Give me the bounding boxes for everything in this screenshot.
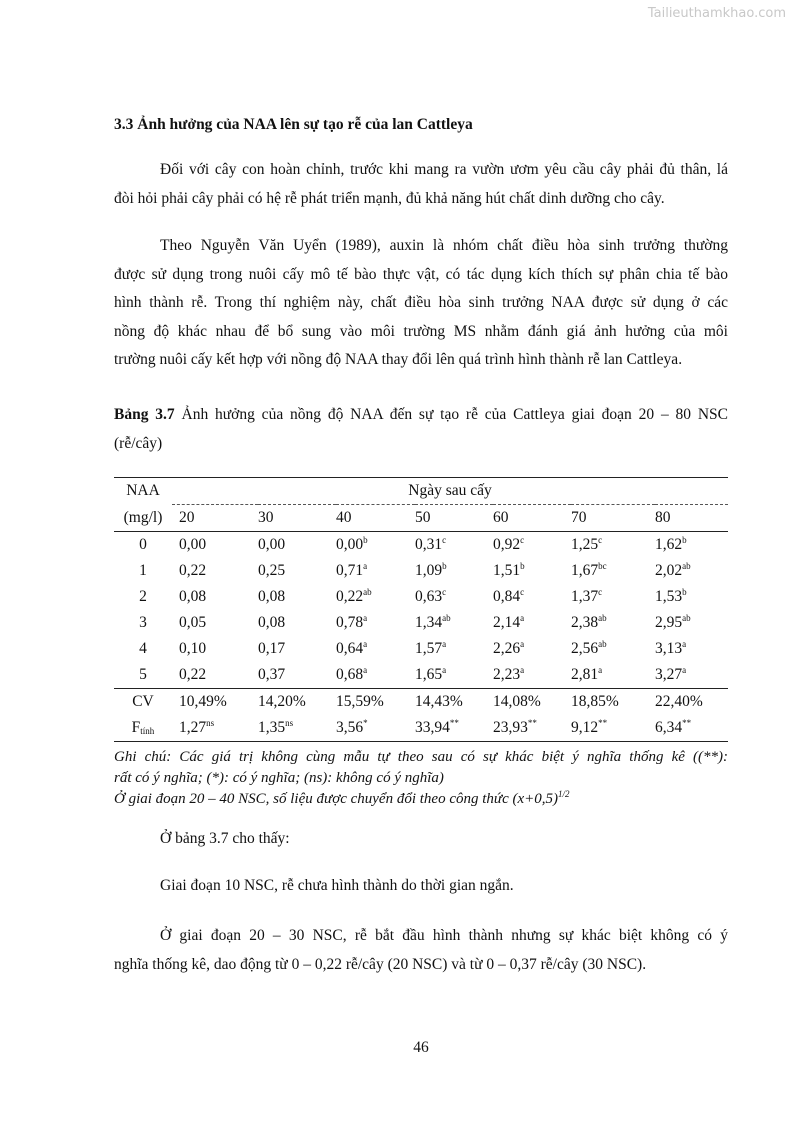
significance-letter: c: [598, 587, 603, 597]
naa-value: 3: [139, 614, 147, 631]
note-line: Ở giai đoạn 20 – 40 NSC, số liệu được chuyển đổi theo công thức $(x+0,5)^{1/2}$: [114, 789, 570, 807]
paragraph-4: Giai đoạn 10 NSC, rễ chưa hình thành do thời gian ngắn.: [160, 877, 514, 894]
cv-label: CV: [114, 689, 172, 716]
naa-value: 4: [139, 640, 147, 657]
significance-letter: b: [520, 561, 525, 571]
note-line: Ghi chú: Các giá trị không cùng mẫu tự theo sau có sự khác biệt ý nghĩa thống kê ((**):: [114, 749, 728, 765]
f-cell: 6,34**: [655, 715, 728, 742]
table-header-row: [114, 478, 728, 505]
paragraph-line: hình thành rễ. Trong thí nghiệm này, chất điều hòa sinh trưởng NAA được sử dụng ở các: [114, 294, 728, 312]
table-cell: 2,26$^a$: [493, 639, 525, 657]
significance-letter: ab: [442, 613, 451, 623]
table-cell: 0,78$^a$: [336, 613, 368, 631]
significance-letter: ab: [598, 639, 607, 649]
table-cell: 0,17: [258, 640, 286, 657]
table-cell: 0,00: [179, 536, 207, 553]
significance-letter: c: [442, 535, 447, 545]
cv-cell: 15,59%: [336, 689, 415, 716]
table-header-row: [114, 505, 728, 532]
significance-letter: ab: [682, 613, 691, 623]
cv-cell: 22,40%: [655, 689, 728, 716]
day-header: 40: [336, 505, 415, 532]
day-header: 80: [655, 505, 728, 532]
significance-letter: a: [520, 665, 525, 675]
paragraph-line: Ở giai đoạn 20 – 30 NSC, rễ bắt đầu hình thành nhưng sự khác biệt không có ý: [160, 927, 728, 944]
paragraph-line: nồng độ khác nhau để bổ sung vào môi trường MS nhằm đánh giá ảnh hưởng của môi: [114, 322, 728, 340]
significance-letter: ab: [363, 587, 372, 597]
table-cell: 1,62$^b$: [655, 535, 687, 553]
table-row: [114, 610, 728, 636]
naa-value: 0: [139, 536, 147, 553]
cv-cell: 10,49%: [172, 689, 258, 716]
significance-letter: c: [520, 535, 525, 545]
table-caption-text: Ảnh hưởng của nồng độ NAA đến sự tạo rễ của Cattleya giai đoạn 20 – 80 NSC: [174, 406, 728, 423]
table-cell: 0,08: [179, 588, 207, 605]
days-group-header: Ngày sau cấy: [172, 478, 728, 505]
table-row: [114, 532, 728, 559]
significance-letter: a: [442, 665, 447, 675]
significance-mark: ns: [206, 718, 215, 728]
table-cell: 2,56$^{ab}$: [571, 639, 607, 657]
day-header: 60: [493, 505, 571, 532]
paragraph-line: đòi hỏi phải cây phải có hệ rễ phát triển mạnh, đủ khả năng hút chất dinh dưỡng cho cây.: [114, 189, 665, 207]
significance-letter: a: [363, 665, 368, 675]
table-body: [114, 532, 728, 689]
significance-letter: ab: [598, 613, 607, 623]
f-cell: 33,94**: [415, 715, 493, 742]
table-cell: 2,14$^a$: [493, 613, 525, 631]
table-cell: 2,23$^a$: [493, 665, 525, 683]
significance-letter: c: [520, 587, 525, 597]
f-cell: 23,93**: [493, 715, 571, 742]
table-cell: 0,37: [258, 666, 286, 683]
significance-letter: a: [442, 639, 447, 649]
table-note: [114, 747, 728, 810]
significance-letter: ab: [682, 561, 691, 571]
table-cell: 0,08: [258, 588, 286, 605]
table-caption: [114, 401, 728, 458]
significance-mark: ns: [285, 718, 294, 728]
table-cell: 0,63$^c$: [415, 587, 447, 605]
significance-letter: bc: [598, 561, 607, 571]
significance-letter: a: [363, 639, 368, 649]
significance-letter: a: [520, 639, 525, 649]
significance-mark: **: [682, 718, 692, 728]
table-cell: 0,05: [179, 614, 207, 631]
watermark: Tailieuthamkhao.com: [647, 6, 786, 21]
table-row: [114, 636, 728, 662]
significance-letter: b: [442, 561, 447, 571]
significance-mark: **: [527, 718, 537, 728]
table-cell: 0,00$^b$: [336, 535, 368, 553]
paragraph-line: được sử dụng trong nuôi cấy mô tế bào thực vật, có tác dụng kích thích sự phân chia tế bào: [114, 265, 728, 283]
table-cell: 1,37$^c$: [571, 587, 603, 605]
day-header: 50: [415, 505, 493, 532]
table-cell: 0,08: [258, 614, 286, 631]
table-cell: 0,84$^c$: [493, 587, 525, 605]
day-header: 70: [571, 505, 655, 532]
significance-letter: a: [682, 639, 687, 649]
paragraph-line: nghĩa thống kê, dao động từ 0 – 0,22 rễ/cây (20 NSC) và từ 0 – 0,37 rễ/cây (30 NSC).: [114, 955, 647, 973]
table-cell: 1,65$^a$: [415, 665, 447, 683]
table-row: [114, 558, 728, 584]
table-cell: 1,57$^a$: [415, 639, 447, 657]
significance-letter: a: [682, 665, 687, 675]
day-header: 30: [258, 505, 336, 532]
cv-cell: 14,43%: [415, 689, 493, 716]
table-label: Bảng 3.7: [114, 406, 175, 423]
table-cell: 1,51$^b$: [493, 561, 525, 579]
cv-row: [114, 689, 728, 716]
significance-letter: a: [363, 613, 368, 623]
paragraph-line: Theo Nguyễn Văn Uyển (1989), auxin là nhóm chất điều hòa sinh trưởng thường: [160, 237, 728, 254]
significance-letter: a: [363, 561, 368, 571]
significance-letter: b: [363, 535, 368, 545]
paragraph-line: Đối với cây con hoàn chỉnh, trước khi mang ra vườn ươm yêu cầu cây phải đủ thân, lá: [160, 161, 728, 178]
paragraph-2: [114, 232, 728, 375]
paragraph-1: [114, 156, 728, 213]
f-cell: 9,12**: [571, 715, 655, 742]
page-number: 46: [413, 1039, 429, 1056]
naa-value: 1: [139, 562, 147, 579]
f-row: [114, 715, 728, 742]
significance-letter: b: [682, 535, 687, 545]
significance-letter: a: [598, 665, 603, 675]
significance-mark: *: [363, 718, 368, 728]
data-table: [114, 477, 728, 742]
section-heading: 3.3 Ảnh hưởng của NAA lên sự tạo rễ của lan Cattleya: [114, 116, 473, 133]
cv-cell: 14,08%: [493, 689, 571, 716]
table-cell: 0,31$^c$: [415, 535, 447, 553]
table-row: [114, 662, 728, 689]
table-cell: 0,10: [179, 640, 207, 657]
f-cell: $1,27^{ns}$: [172, 715, 258, 742]
table-cell: 1,34$^{ab}$: [415, 613, 451, 631]
table-cell: 0,92$^c$: [493, 535, 525, 553]
significance-letter: c: [442, 587, 447, 597]
significance-letter: a: [520, 613, 525, 623]
significance-letter: b: [682, 587, 687, 597]
table-cell: 0,22: [179, 666, 207, 683]
table-cell: 0,00: [258, 536, 286, 553]
naa-unit-header: (mg/l): [114, 505, 172, 532]
table-cell: 2,81$^a$: [571, 665, 603, 683]
note-line: rất có ý nghĩa; (*): có ý nghĩa; (ns): không có ý nghĩa): [114, 770, 444, 786]
f-cell: $1,35^{ns}$: [258, 715, 336, 742]
day-header: 20: [172, 505, 258, 532]
table-cell: 1,09$^b$: [415, 561, 447, 579]
table-cell: 0,64$^a$: [336, 639, 368, 657]
paragraph-5: [114, 922, 728, 979]
f-label: $F_{tính}$: [114, 715, 172, 742]
table-cell: 2,38$^{ab}$: [571, 613, 607, 631]
note-exponent: 1/2: [558, 789, 570, 799]
paragraph-line: trường nuôi cấy kết hợp với nồng độ NAA thay đổi lên quá trình hình thành rễ lan Cattleya.: [114, 351, 683, 369]
table-caption-unit: (rễ/cây): [114, 434, 163, 452]
table-cell: 1,67$^{bc}$: [571, 561, 607, 579]
table-cell: 0,71$^a$: [336, 561, 368, 579]
table-cell: 0,25: [258, 562, 286, 579]
cv-cell: 18,85%: [571, 689, 655, 716]
table-cell: 0,22$^{ab}$: [336, 587, 372, 605]
table-cell: 3,13$^a$: [655, 639, 687, 657]
naa-value: 5: [139, 666, 147, 683]
table-cell: 3,27$^a$: [655, 665, 687, 683]
table-cell: 2,95$^{ab}$: [655, 613, 691, 631]
f-subscript: tính: [140, 726, 155, 736]
significance-letter: c: [598, 535, 603, 545]
significance-mark: **: [449, 718, 459, 728]
f-cell: 3,56*: [336, 715, 415, 742]
cv-cell: 14,20%: [258, 689, 336, 716]
table-cell: 0,22: [179, 562, 207, 579]
naa-value: 2: [139, 588, 147, 605]
table-cell: 1,53$^b$: [655, 587, 687, 605]
naa-header: NAA: [114, 478, 172, 505]
table-row: [114, 584, 728, 610]
table-cell: 2,02$^{ab}$: [655, 561, 691, 579]
table-cell: 1,25$^c$: [571, 535, 603, 553]
table-cell: 0,68$^a$: [336, 665, 368, 683]
paragraph-3: Ở bảng 3.7 cho thấy:: [160, 830, 290, 847]
significance-mark: **: [598, 718, 608, 728]
